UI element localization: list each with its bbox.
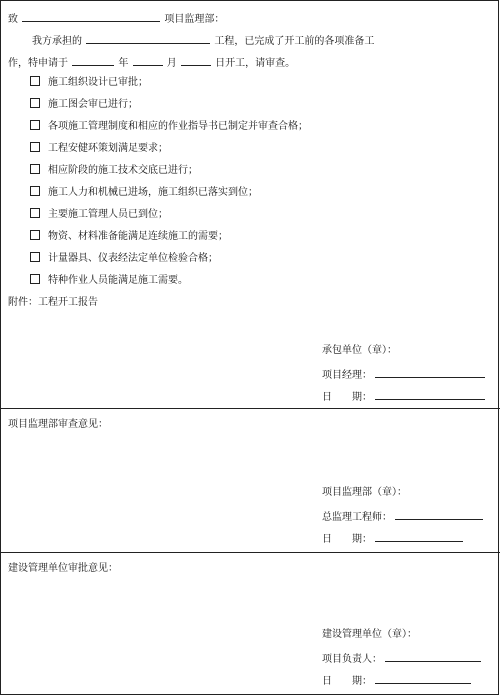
checklist-item	[30, 274, 188, 288]
line2-prefix: 作，特申请于	[8, 58, 68, 69]
chief-engineer-signature[interactable]	[395, 508, 483, 520]
checklist-item-label: 施工人力和机械已进场，施工组织已落实到位；	[48, 187, 258, 198]
contractor-date-label: 日 期：	[322, 392, 372, 403]
checkbox[interactable]	[30, 98, 40, 108]
to-prefix: 致	[8, 14, 18, 25]
checkbox[interactable]	[30, 142, 40, 152]
month-blank[interactable]	[133, 54, 163, 66]
attachment-note: 附件：工程开工报告	[8, 297, 98, 308]
checklist-item	[30, 120, 308, 134]
day-suffix: 日开工，请审查。	[215, 58, 296, 69]
checklist-item-label: 施工组织设计已审批；	[48, 77, 148, 88]
line1-prefix: 我方承担的	[32, 36, 82, 47]
year-blank[interactable]	[72, 54, 114, 66]
checkbox[interactable]	[30, 252, 40, 262]
owner-unit-label: 建设管理单位（章）：	[322, 629, 417, 640]
chief-engineer-row	[322, 508, 483, 525]
supervision-date-label: 日 期：	[322, 534, 372, 545]
contractor-date-field[interactable]	[375, 388, 485, 400]
year-label: 年	[118, 58, 129, 69]
checklist-item-label: 物资、材料准备能满足连续施工的需要；	[48, 231, 228, 242]
project-manager-label: 项目经理：	[322, 370, 372, 381]
checkbox[interactable]	[30, 274, 40, 284]
request-line-1	[32, 32, 374, 49]
checkbox[interactable]	[30, 230, 40, 240]
supervision-dept-blank[interactable]	[22, 10, 160, 22]
request-line-2	[8, 54, 295, 71]
owner-date-row	[322, 672, 471, 689]
project-leader-signature[interactable]	[385, 650, 481, 662]
checklist-item-label: 计量器具、仪表经法定单位检验合格；	[48, 253, 218, 264]
checklist-item	[30, 164, 198, 178]
owner-date-field[interactable]	[375, 672, 471, 684]
checklist-item-label: 特种作业人员能满足施工需要。	[48, 275, 188, 286]
checklist-item-label: 相应阶段的施工技术交底已进行；	[48, 165, 198, 176]
checklist-item	[30, 208, 168, 222]
project-leader-label: 项目负责人：	[322, 654, 382, 665]
owner-approval-title: 建设管理单位审批意见：	[8, 563, 118, 574]
checklist-item	[30, 186, 258, 200]
checklist-item	[30, 252, 218, 266]
supervision-date-row	[322, 530, 463, 547]
project-leader-row	[322, 650, 481, 667]
section-divider	[0, 552, 500, 553]
checkbox[interactable]	[30, 76, 40, 86]
checkbox[interactable]	[30, 208, 40, 218]
supervision-review-title: 项目监理部审查意见：	[8, 419, 108, 430]
line1-suffix: 工程，已完成了开工前的各项准备工	[214, 36, 375, 47]
owner-date-label: 日 期：	[322, 676, 372, 687]
addressee-line	[8, 10, 224, 27]
supervision-date-field[interactable]	[375, 530, 463, 542]
section-divider	[0, 408, 500, 409]
checklist-item-label: 施工图会审已进行；	[48, 99, 138, 110]
checkbox[interactable]	[30, 164, 40, 174]
project-name-blank[interactable]	[86, 32, 210, 44]
checklist-item-label: 各项施工管理制度和相应的作业指导书已制定并审查合格；	[48, 121, 308, 132]
checklist-item	[30, 98, 138, 112]
contractor-unit-label: 承包单位（章）：	[322, 345, 397, 356]
project-manager-signature[interactable]	[375, 366, 485, 378]
chief-engineer-label: 总监理工程师：	[322, 512, 392, 523]
month-label: 月	[166, 58, 177, 69]
supervision-unit-label: 项目监理部（章）：	[322, 487, 407, 498]
day-blank[interactable]	[181, 54, 211, 66]
checklist-item-label: 主要施工管理人员已到位；	[48, 209, 168, 220]
checklist-item	[30, 76, 148, 90]
checkbox[interactable]	[30, 186, 40, 196]
contractor-date-row	[322, 388, 485, 405]
checkbox[interactable]	[30, 120, 40, 130]
checklist-item-label: 工程安健环策划满足要求；	[48, 143, 168, 154]
checklist-item	[30, 230, 228, 244]
project-manager-row	[322, 366, 485, 383]
checklist-item	[30, 142, 168, 156]
to-suffix: 项目监理部：	[164, 14, 225, 25]
